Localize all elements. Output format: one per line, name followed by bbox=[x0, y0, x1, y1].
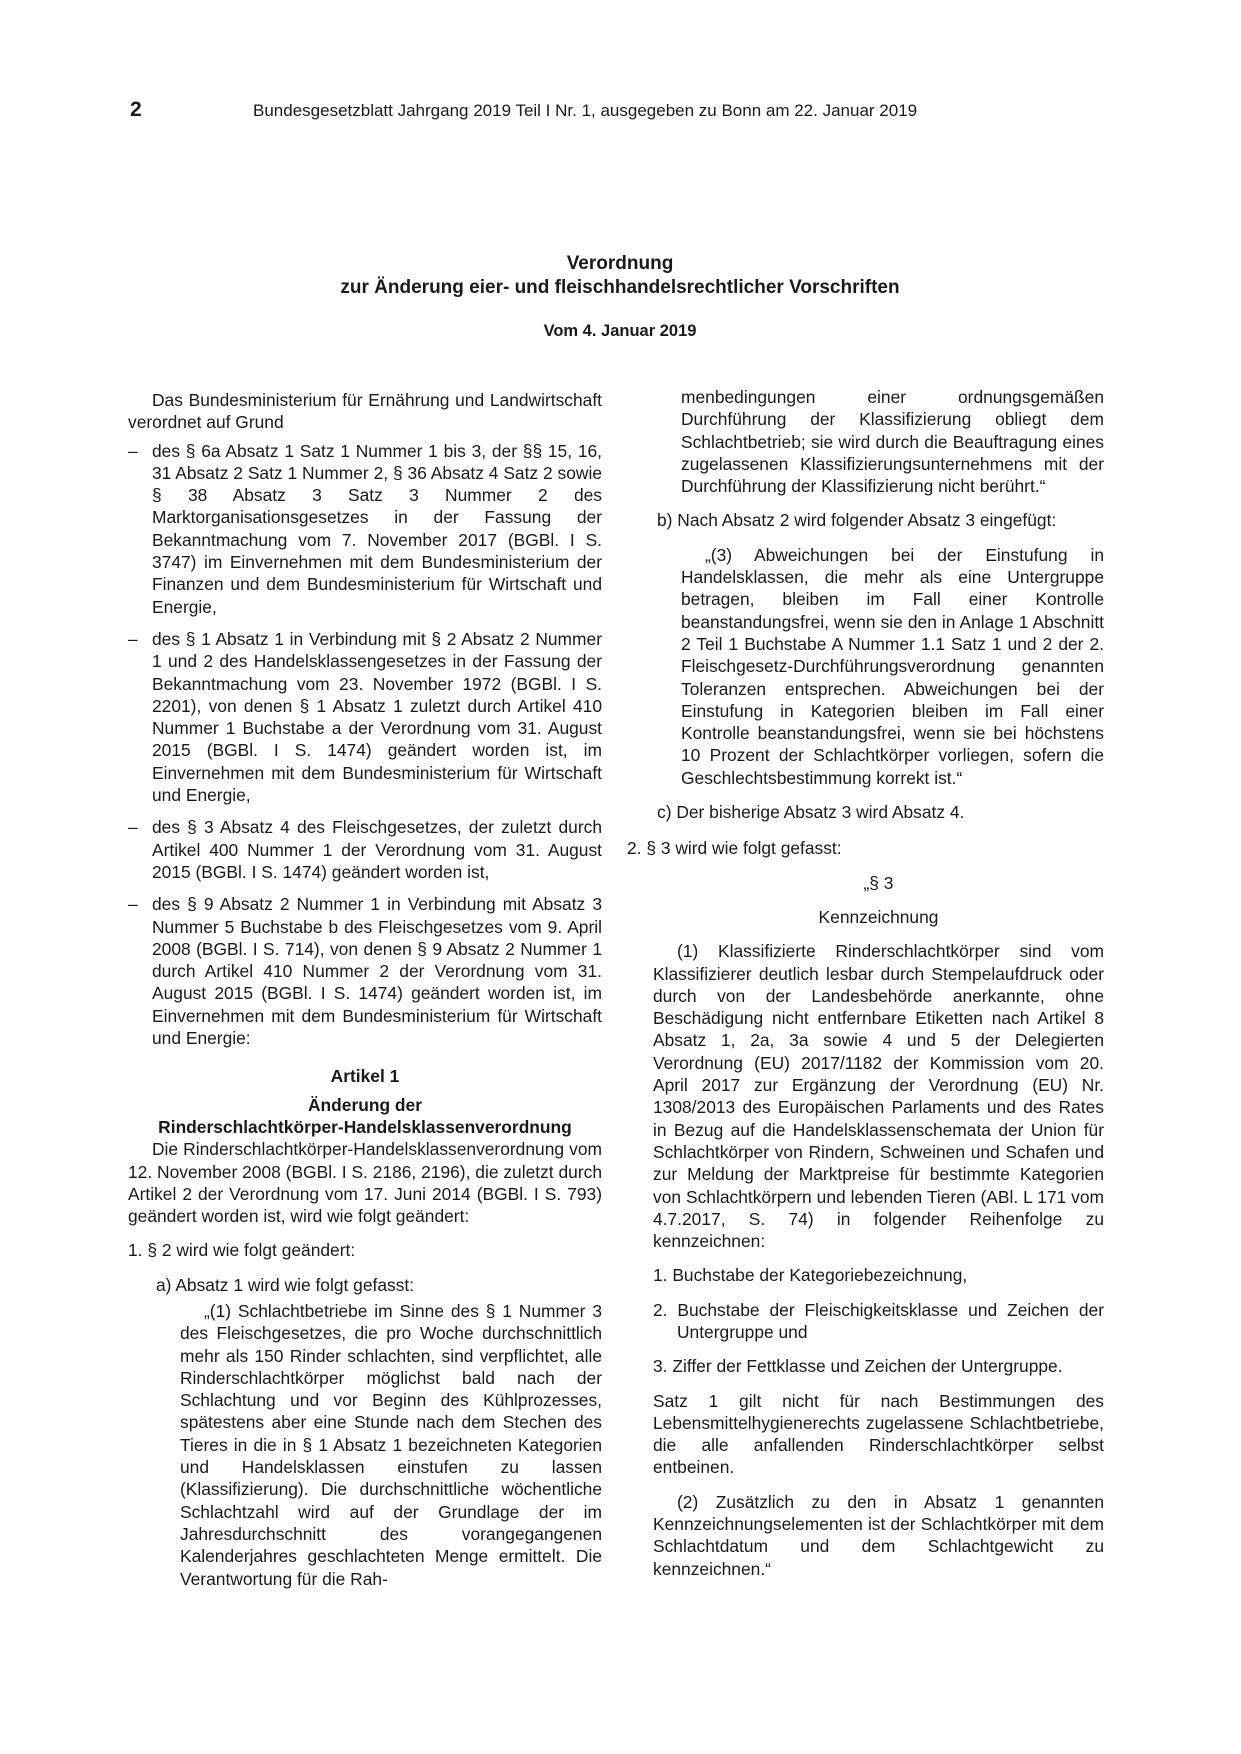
right-column bbox=[627, 386, 1104, 1580]
amendment-item-1b: b) Nach Absatz 2 wird folgender Absatz 3 eingefügt: bbox=[657, 510, 1057, 531]
quoted-paragraph-1: „(1) Schlachtbetriebe im Sinne des § 1 Nummer 3 des Fleischgesetzes, die pro Woche durchschnittlich mehr als 150 Rinder schlachten, sind verpflichtet, alle Rinderschlachtkörper möglichst bald nach der Schlachtung und vor Beginn des Kühlprozesses, spätestens aber eine Stunde nach dem Stechen des Tieres in die in § 1 Absatz 1 bezeichneten Kategorien und Handelsklassen einstufen zu lassen (Klassifizierung). Die durchschnittliche wöchentliche Schlachtzahl wird auf der Grundlage der im Jahresdurchschnitt des vorangegangenen Kalenderjahres geschlachteten Menge ermittelt. Die Verantwortung für die Rah- bbox=[180, 1300, 602, 1589]
section-title: Kennzeichnung bbox=[818, 906, 939, 927]
dash-mark: – bbox=[128, 817, 138, 838]
article-intro: Die Rinderschlachtkörper-Handelsklassenverordnung vom 12. November 2008 (BGBl. I S. 2186, 2196), die zuletzt durch Artikel 2 der Verordnung vom 17. Juni 2014 (BGBl. I S. 793) geändert worden ist, wird wie folgt geändert: bbox=[128, 1139, 602, 1227]
page-number: 2 bbox=[130, 98, 142, 121]
section-paragraph-2: (2) Zusätzlich zu den in Absatz 1 genannten Kennzeichnungselementen ist der Schlachtkörper mit dem Schlachtdatum und dem Schlachtgewicht zu kennzeichnen.“ bbox=[653, 1491, 1104, 1579]
intro-paragraph: Das Bundesministerium für Ernährung und Landwirtschaft verordnet auf Grund bbox=[128, 390, 602, 433]
document-subtitle: zur Änderung eier- und fleischhandelsrechtlicher Vorschriften bbox=[340, 277, 900, 298]
article-title-line2: Rinderschlachtkörper-Handelsklassenverordnung bbox=[158, 1116, 572, 1137]
left-column bbox=[128, 389, 602, 1590]
legal-basis-item: – des § 9 Absatz 2 Nummer 1 in Verbindung mit Absatz 3 Nummer 5 Buchstabe b des Fleischgesetzes vom 9. April 2008 (BGBl. I S. 714), von denen § 9 Absatz 2 Nummer 1 durch Artikel 410 Nummer 2 der Verordnung vom 31. August 2015 (BGBl. I S. 1474) geändert worden ist, im Einvernehmen mit dem Bundesministerium für Wirtschaft und Energie: bbox=[128, 894, 602, 1049]
legal-basis-item: – des § 6a Absatz 1 Satz 1 Nummer 1 bis 3, der §§ 15, 16, 31 Absatz 2 Satz 1 Nummer 2, § 36 Absatz 4 Satz 2 sowie § 38 Absatz 3 Satz 3 Nummer 2 des Marktorganisationsgesetzes in der Fassung der Bekanntmachung vom 7. November 2017 (BGBl. I S. 3747) im Einvernehmen mit dem Bundesministerium der Finanzen und dem Bundesministerium für Wirtschaft und Energie, bbox=[128, 440, 602, 617]
dash-mark: – bbox=[128, 440, 138, 461]
dash-mark: – bbox=[128, 628, 138, 649]
amendment-item-1a: a) Absatz 1 wird wie folgt gefasst: bbox=[156, 1274, 415, 1295]
list-item: 2. Buchstabe der Fleischigkeitsklasse und Zeichen der Untergruppe und bbox=[653, 1299, 1104, 1342]
list-item: 3. Ziffer der Fettklasse und Zeichen der Untergruppe. bbox=[653, 1356, 1063, 1377]
legal-basis-item: – des § 3 Absatz 4 des Fleischgesetzes, der zuletzt durch Artikel 400 Nummer 1 der Verordnung vom 31. August 2015 (BGBl. I S. 1474) geändert worden ist, bbox=[128, 817, 602, 882]
article-heading: Artikel 1 bbox=[330, 1066, 400, 1087]
amendment-item-1c: c) Der bisherige Absatz 3 wird Absatz 4. bbox=[657, 802, 965, 823]
quoted-paragraph-3: „(3) Abweichungen bei der Einstufung in Handelsklassen, die mehr als eine Untergruppe betragen, bleiben im Fall einer Kontrolle beanstandungsfrei, wenn sie den in Anlage 1 Abschnitt 2 Teil 1 Buchstabe A Nummer 1.1 Satz 1 und 2 der 2. Fleischgesetz-Durchführungsverordnung genannten Toleranzen entsprechen. Abweichungen bei der Einstufung in Kategorien bleiben im Fall einer Kontrolle beanstandungsfrei, wenn sie bei höchstens 10 Prozent der Schlachtkörper vorliegen, sofern die Geschlechtsbestimmung korrekt ist.“ bbox=[681, 544, 1104, 788]
section-sign: „§ 3 bbox=[863, 872, 894, 893]
amendment-item-2: 2. § 3 wird wie folgt gefasst: bbox=[627, 838, 842, 859]
document-title: Verordnung bbox=[566, 253, 674, 274]
legal-basis-item: – des § 1 Absatz 1 in Verbindung mit § 2 Absatz 2 Nummer 1 und 2 des Handelsklassengesetzes in der Fassung der Bekanntmachung vom 23. November 1972 (BGBl. I S. 2201), von denen § 1 Absatz 1 zuletzt durch Artikel 410 Nummer 1 Buchstabe a der Verordnung vom 31. August 2015 (BGBl. I S. 1474) geändert worden ist, im Einvernehmen mit dem Bundesministerium für Wirtschaft und Energie, bbox=[128, 628, 602, 806]
document-date: Vom 4. Januar 2019 bbox=[543, 322, 697, 340]
quoted-paragraph-1-continued: menbedingungen einer ordnungsgemäßen Durchführung der Klassifizierung obliegt dem Schlachtbetrieb; sie wird durch die Beauftragung eines zugelassenen Klassifizierungsunternehmens mit der Durchführung der Klassifizierung nicht berührt.“ bbox=[681, 387, 1104, 497]
satz-1-note: Satz 1 gilt nicht für nach Bestimmungen des Lebensmittelhygienerechts zugelassene Schlachtbetriebe, die alle anfallenden Rinderschlachtkörper selbst entbeinen. bbox=[653, 1390, 1104, 1478]
article-title-line1: Änderung der bbox=[307, 1094, 422, 1115]
dash-mark: – bbox=[128, 894, 138, 915]
list-item: 1. Buchstabe der Kategoriebezeichnung, bbox=[653, 1265, 968, 1286]
section-paragraph-1: (1) Klassifizierte Rinderschlachtkörper sind vom Klassifizierer deutlich lesbar durch Stempelaufdruck oder durch von der Landesbehörde anerkannte, ohne Beschädigung nicht entfernbare Etiketten nach Artikel 8 Absatz 1, 2a, 3a sowie 4 und 5 der Delegierten Verordnung (EU) 2017/1182 der Kommission vom 20. April 2017 zur Ergänzung der Verordnung (EU) Nr. 1308/2013 des Europäischen Parlaments und des Rates in Bezug auf die Handelsklassenschemata der Union für Schlachtkörper von Rindern, Schweinen und Schafen und zur Meldung der Marktpreise für bestimmte Kategorien von Schlachtkörpern und lebenden Tieren (ABl. L 171 vom 4.7.2017, S. 74) in folgender Reihenfolge zu kennzeichnen: bbox=[653, 941, 1104, 1252]
gazette-header: Bundesgesetzblatt Jahrgang 2019 Teil I Nr. 1, ausgegeben zu Bonn am 22. Januar 2019 bbox=[253, 101, 918, 120]
amendment-item-1: 1. § 2 wird wie folgt geändert: bbox=[128, 1240, 356, 1261]
